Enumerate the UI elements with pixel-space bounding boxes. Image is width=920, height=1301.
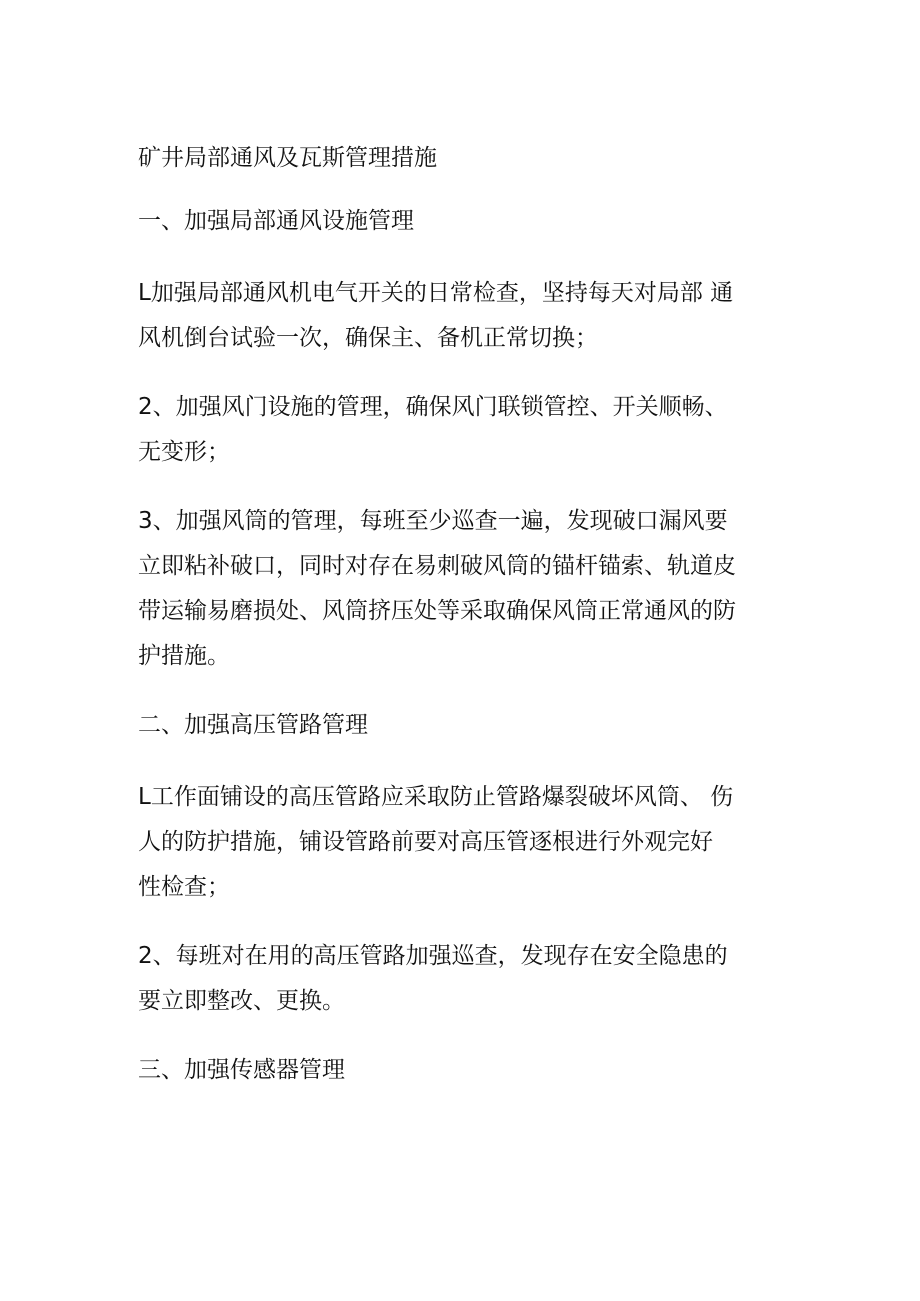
text-line: L工作面铺设的高压管路应采取防止管路爆裂破坏风筒、 伤 (138, 784, 734, 810)
text-line: 风机倒台试验一次，确保主、备机正常切换； (138, 325, 598, 351)
paragraph-1-2 (138, 385, 798, 475)
section-heading-2: 二、加强高压管路管理 (138, 712, 368, 738)
text-line: 无变形； (138, 439, 230, 465)
text-line: 性检查； (138, 874, 230, 900)
paragraph-2-1 (138, 775, 798, 910)
text-line: 要立即整改、更换。 (138, 988, 345, 1014)
text-line: 2、每班对在用的高压管路加强巡查，发现存在安全隐患的 (138, 943, 728, 969)
text-line: 带运输易磨损处、风筒挤压处等采取确保风筒正常通风的防 (138, 598, 736, 624)
section-heading-3: 三、加强传感器管理 (138, 1057, 345, 1083)
document-title: 矿井局部通风及瓦斯管理措施 (138, 145, 437, 171)
text-line: 3、加强风筒的管理，每班至少巡查一遍，发现破口漏风要 (138, 508, 728, 534)
text-line: 立即粘补破口，同时对存在易刺破风筒的锚杆锚索、轨道皮 (138, 553, 736, 579)
paragraph-1-3 (138, 499, 798, 679)
text-line: 人的防护措施，铺设管路前要对高压管逐根进行外观完好 (138, 829, 713, 855)
text-line: 护措施。 (138, 643, 230, 669)
section-heading-1: 一、加强局部通风设施管理 (138, 208, 414, 234)
paragraph-1-1 (138, 271, 798, 361)
paragraph-2-2 (138, 934, 798, 1024)
document-page (138, 136, 798, 1120)
text-line: L加强局部通风机电气开关的日常检查，坚持每天对局部 通 (138, 280, 734, 306)
text-line: 2、加强风门设施的管理，确保风门联锁管控、开关顺畅、 (138, 394, 728, 420)
